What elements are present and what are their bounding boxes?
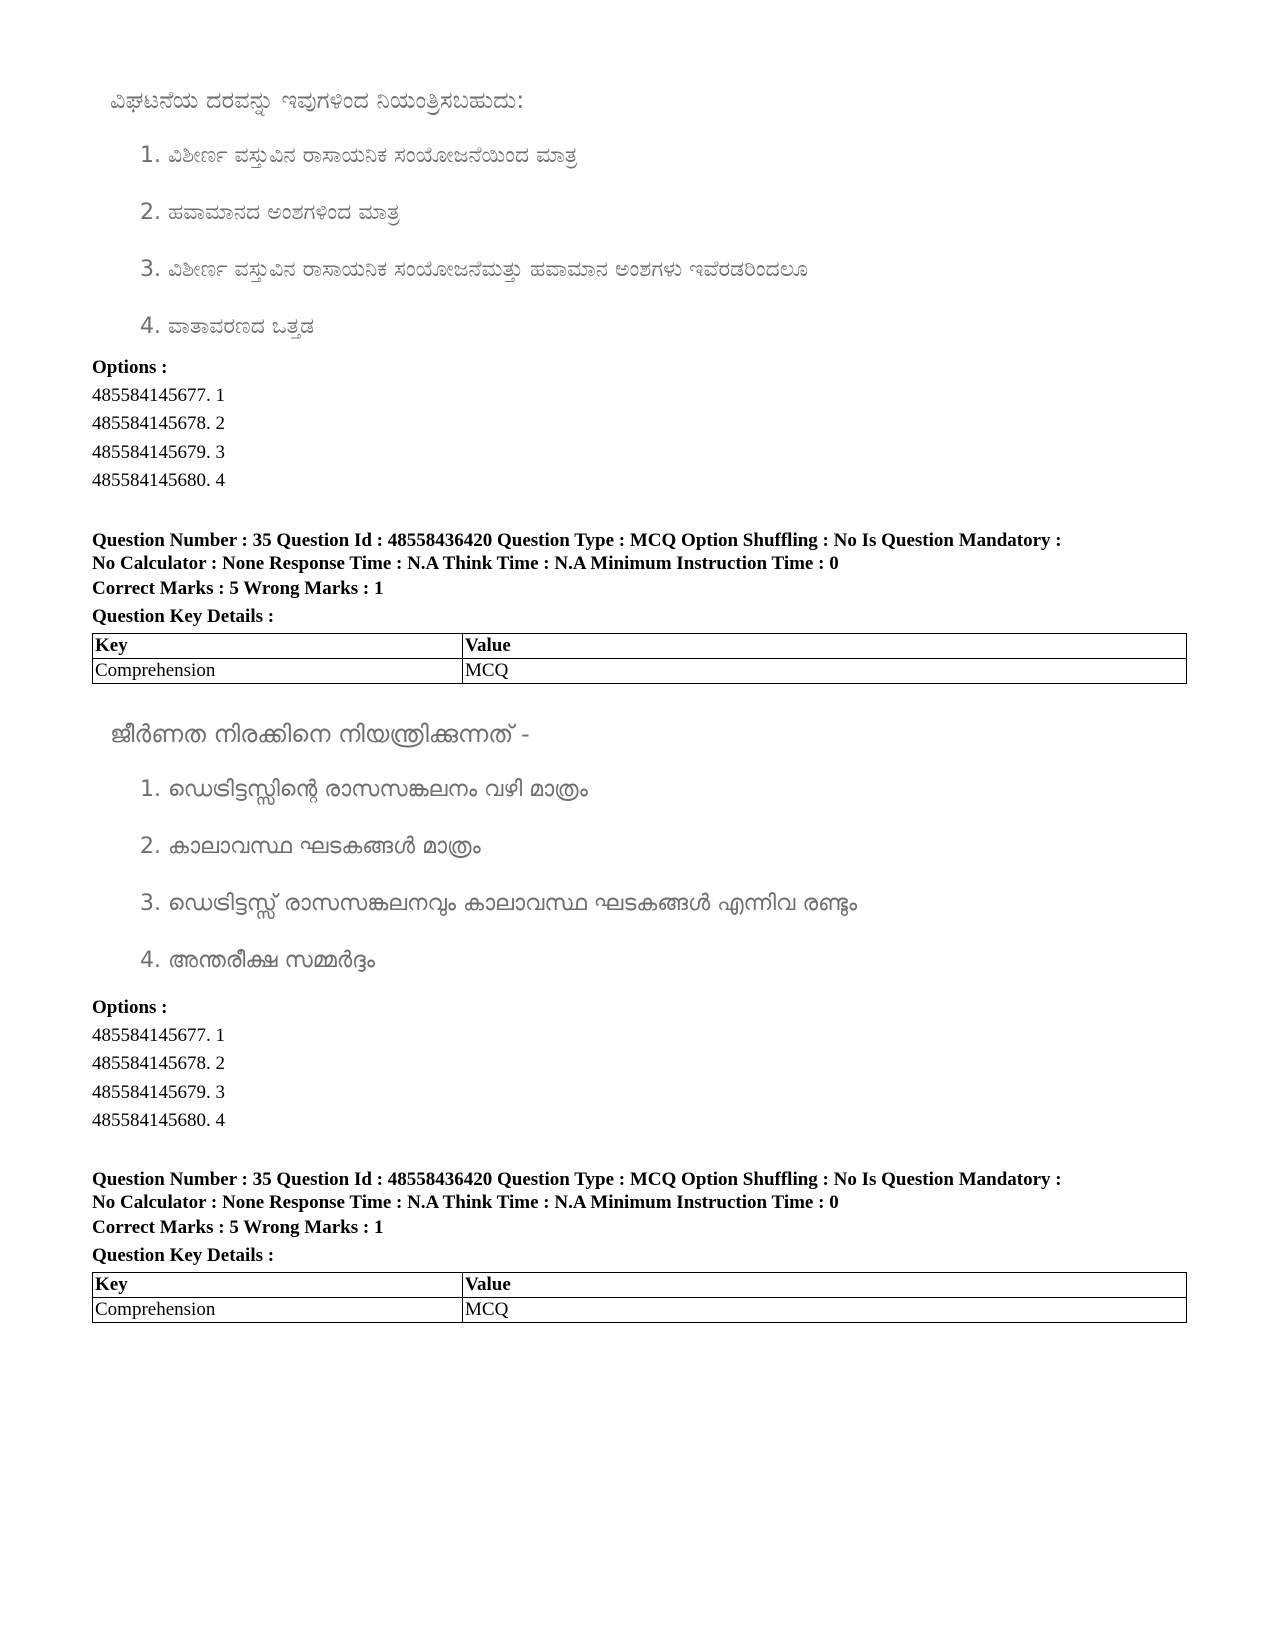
malayalam-question-image	[110, 712, 1130, 996]
table-cell-value: MCQ	[463, 659, 1187, 684]
question-option-2: 2. കാലാവസ്ഥ ഘടകങ്ങൾ മാത്രം	[140, 834, 481, 859]
question-stem: ജീർണത നിരക്കിനെ നിയന്ത്രിക്കുന്നത് -	[110, 720, 530, 748]
question-option-4: 4. ವಾತಾವರಣದ ಒತ್ತಡ	[140, 314, 315, 339]
kannada-question-image	[110, 78, 1130, 362]
key-details-table	[92, 1272, 1187, 1323]
question-meta-line-1: Question Number : 35 Question Id : 48558436420 Question Type : MCQ Option Shuffling : No Is Question Mandatory :	[92, 1169, 1062, 1190]
key-details-table	[92, 633, 1187, 684]
table-header-value: Value	[463, 634, 1187, 659]
marks-line: Correct Marks : 5 Wrong Marks : 1	[92, 578, 384, 599]
question-option-3: 3. ವಿಶೀರ್ಣ ವಸ್ತುವಿನ ರಾಸಾಯನಿಕ ಸಂಯೋಜನೆಮತ್ತು ಹವಾಮಾನ ಅಂಶಗಳು ಇವೆರಡರಿಂದಲೂ	[140, 257, 808, 282]
question-option-1: 1. ವಿಶೀರ್ಣ ವಸ್ತುವಿನ ರಾಸಾಯನಿಕ ಸಂಯೋಜನೆಯಿಂದ ಮಾತ್ರ	[140, 143, 578, 168]
option-id-line: 485584145678. 2	[92, 1053, 225, 1075]
table-cell-key: Comprehension	[93, 1298, 463, 1323]
table-header-row	[93, 634, 1187, 659]
question-option-4: 4. അന്തരീക്ഷ സമ്മർദ്ദം	[140, 948, 376, 973]
marks-line: Correct Marks : 5 Wrong Marks : 1	[92, 1217, 384, 1238]
question-info	[92, 529, 1192, 684]
question-option-3: 3. ഡെട്രിട്ടസ്സ് രാസസങ്കലനവും കാലാവസ്ഥ ഘടകങ്ങൾ എന്നിവ രണ്ടും	[140, 891, 858, 916]
table-header-key: Key	[93, 1273, 463, 1298]
options-label: Options :	[92, 997, 168, 1018]
question-meta-line-2: No Calculator : None Response Time : N.A Think Time : N.A Minimum Instruction Time : 0	[92, 1192, 839, 1213]
question-stem: ವಿಘಟನೆಯ ದರವನ್ನು ಇವುಗಳಿಂದ ನಿಯಂತ್ರಿಸಬಹುದು:	[110, 86, 525, 114]
table-row	[93, 1298, 1187, 1323]
key-details-label: Question Key Details :	[92, 606, 275, 627]
question-option-1: 1. ഡെട്രിട്ടസ്സിന്റെ രാസസങ്കലനം വഴി മാത്രം	[140, 777, 588, 802]
options-block	[92, 994, 1192, 1135]
option-id-line: 485584145679. 3	[92, 1081, 225, 1103]
table-header-key: Key	[93, 634, 463, 659]
option-id-line: 485584145680. 4	[92, 469, 225, 491]
options-label: Options :	[92, 357, 168, 378]
question-meta-line-1: Question Number : 35 Question Id : 48558436420 Question Type : MCQ Option Shuffling : No Is Question Mandatory :	[92, 530, 1062, 551]
table-cell-key: Comprehension	[93, 659, 463, 684]
table-header-row	[93, 1273, 1187, 1298]
option-id-line: 485584145677. 1	[92, 1025, 225, 1046]
option-id-line: 485584145677. 1	[92, 385, 225, 406]
option-id-line: 485584145680. 4	[92, 1109, 225, 1131]
table-row	[93, 659, 1187, 684]
key-details-label: Question Key Details :	[92, 1245, 275, 1266]
table-header-value: Value	[463, 1273, 1187, 1298]
option-id-line: 485584145678. 2	[92, 413, 225, 435]
question-meta-line-2: No Calculator : None Response Time : N.A Think Time : N.A Minimum Instruction Time : 0	[92, 553, 839, 574]
question-info	[92, 1168, 1192, 1323]
options-block	[92, 354, 1192, 495]
question-option-2: 2. ಹವಾಮಾನದ ಅಂಶಗಳಿಂದ ಮಾತ್ರ	[140, 200, 400, 225]
table-cell-value: MCQ	[463, 1298, 1187, 1323]
option-id-line: 485584145679. 3	[92, 441, 225, 463]
